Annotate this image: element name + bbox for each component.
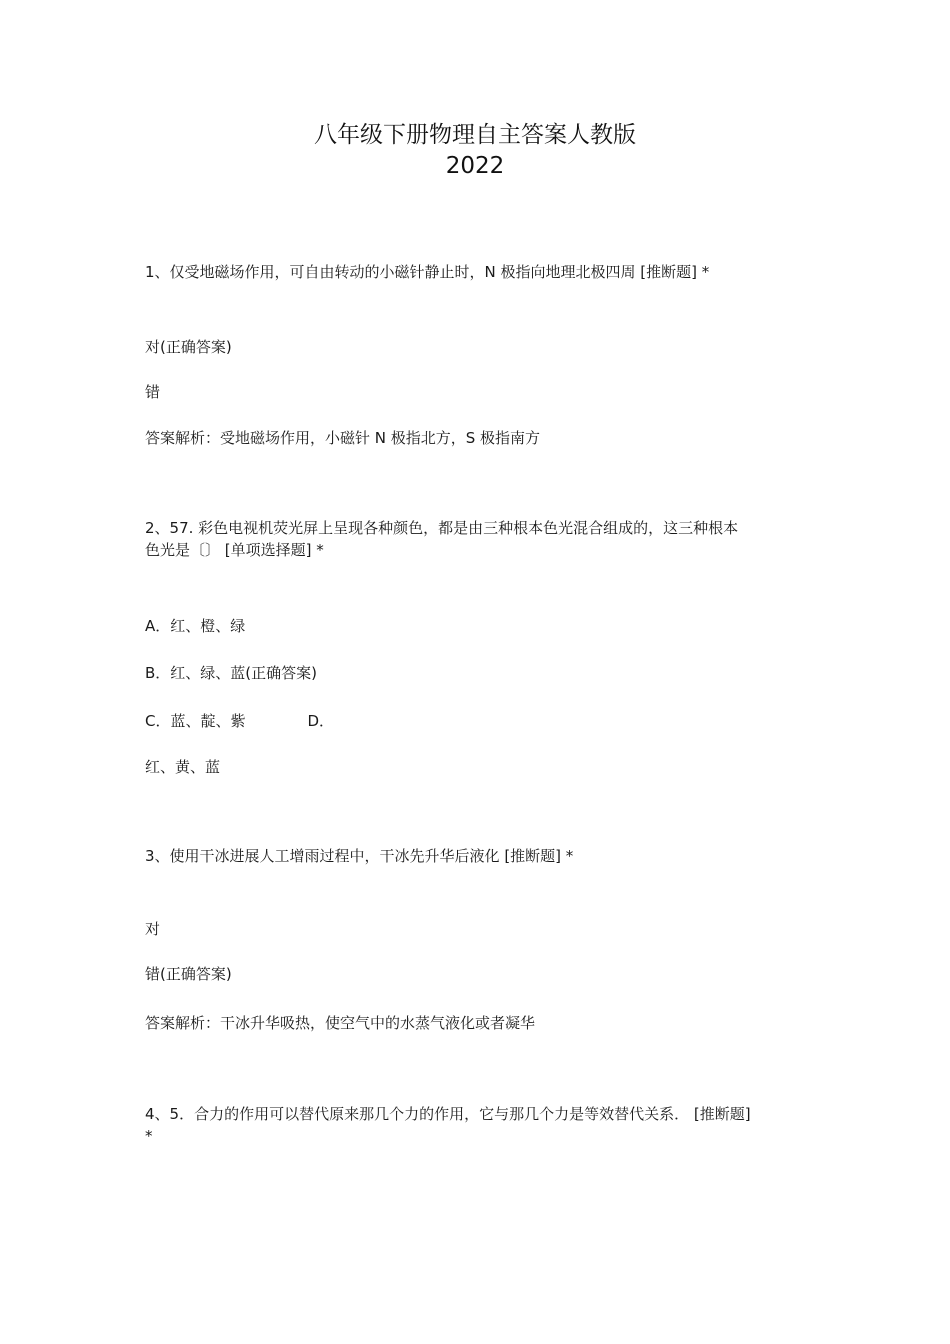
question-2-option-a[interactable]: A．红、橙、绿 bbox=[145, 617, 246, 635]
question-1-explanation: 答案解析：受地磁场作用，小磁针 N 极指北方，S 极指南方 bbox=[145, 429, 541, 447]
question-2-stem-line-2: 色光是〔〕 [单项选择题] * bbox=[145, 541, 324, 559]
question-3-stem: 3、使用干冰进展人工增雨过程中，干冰先升华后液化 [推断题] * bbox=[145, 847, 574, 865]
question-2-option-c[interactable]: C．蓝、靛、紫 bbox=[145, 712, 246, 730]
question-2-stem-line-1: 2、57. 彩色电视机荧光屏上呈现各种颜色，都是由三种根本色光混合组成的，这三种根本 bbox=[145, 519, 739, 537]
question-3-option-false[interactable]: 错(正确答案) bbox=[145, 965, 232, 983]
question-1-stem: 1、仅受地磁场作用，可自由转动的小磁针静止时，N 极指向地理北极四周 [推断题] * bbox=[145, 263, 710, 281]
question-3-option-true[interactable]: 对 bbox=[145, 920, 161, 938]
question-3-explanation: 答案解析：干冰升华吸热，使空气中的水蒸气液化或者凝华 bbox=[145, 1014, 536, 1032]
title-line-2: 2022 bbox=[445, 153, 505, 179]
question-2-option-b[interactable]: B．红、绿、蓝(正确答案) bbox=[145, 664, 317, 682]
question-1-option-false[interactable]: 错 bbox=[145, 383, 161, 401]
page-title bbox=[0, 120, 950, 182]
question-4-stem-line-1: 4、5．合力的作用可以替代原来那几个力的作用，它与那几个力是等效替代关系． [推断题] bbox=[145, 1105, 751, 1123]
title-line-1: 八年级下册物理自主答案人教版 bbox=[314, 122, 636, 148]
question-2-option-d-text[interactable]: 红、黄、蓝 bbox=[145, 758, 221, 776]
question-2-option-c-d-row bbox=[145, 710, 334, 732]
question-4-stem-line-2: * bbox=[145, 1127, 153, 1145]
question-2-option-d-label[interactable]: D． bbox=[307, 712, 335, 730]
question-1-option-true[interactable]: 对(正确答案) bbox=[145, 338, 232, 356]
question-2-stem bbox=[145, 517, 800, 561]
question-4-stem bbox=[145, 1103, 800, 1147]
